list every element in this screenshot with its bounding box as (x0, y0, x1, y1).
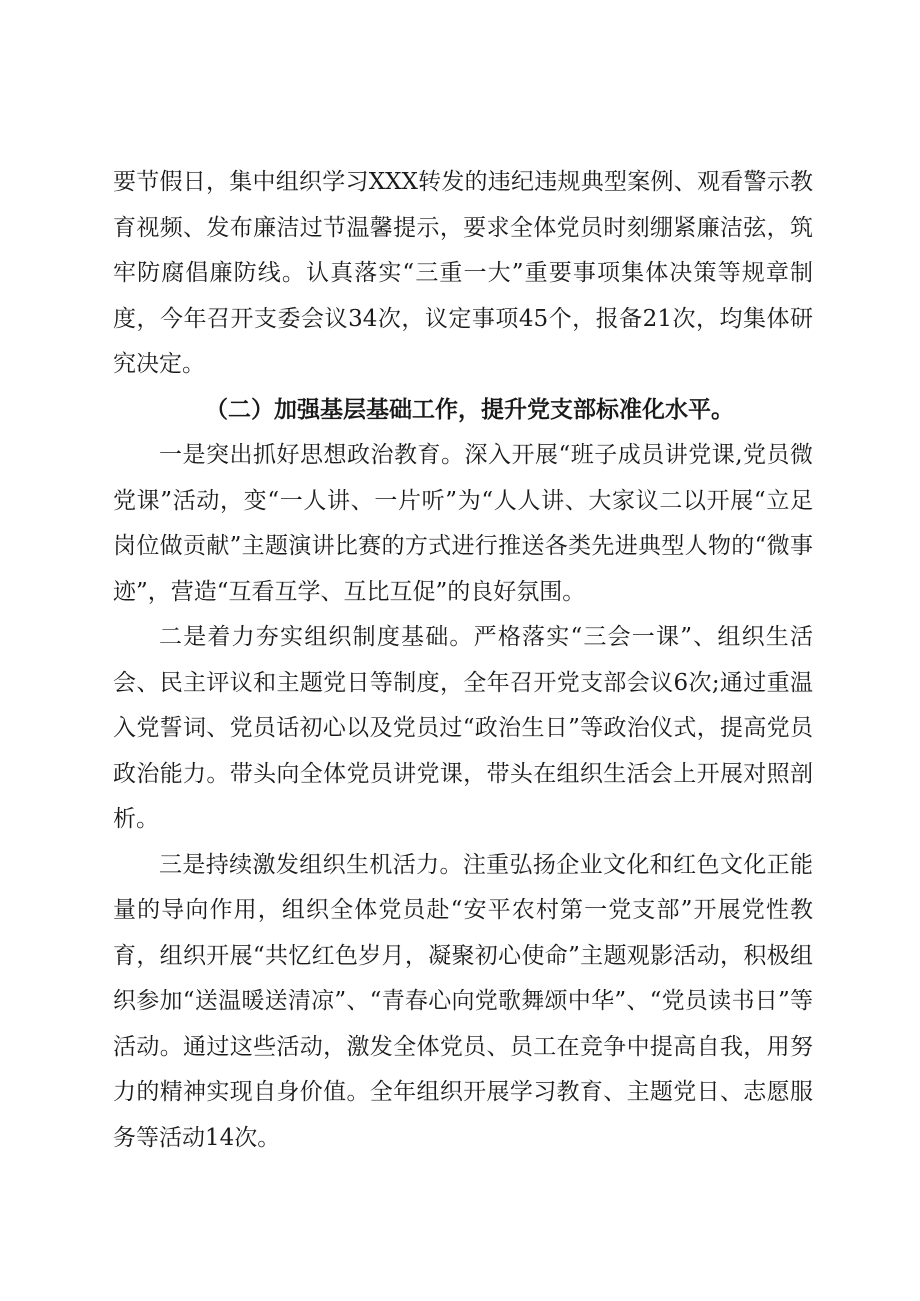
document-body (113, 160, 813, 1161)
section-heading: （二）加强基层基础工作，提升党支部标准化水平。 (205, 396, 734, 423)
paragraph-political-education: 一是突出抓好思想政治教育。深入开展“班子成员讲党课,党员微党课”活动，变“一人讲、一片听”为“人人讲、大家议二以开展“立足岗位做贡献”主题演讲比赛的方式进行推送各类先进典型人物的“微事迹”，营造“互看互学、互比互促”的良好氛围。 (113, 442, 813, 605)
paragraph-organization-system: 二是着力夯实组织制度基础。严格落实“三会一课”、组织生活会、民主评议和主题党日等制度，全年召开党支部会议6次;通过重温入党誓词、党员话初心以及党员过“政治生日”等政治仪式，提高党员政治能力。带头向全体党员讲党课，带头在组织生活会上开展对照剖析。 (113, 624, 813, 832)
paragraph-discipline-education: 要节假日，集中组织学习XXX转发的违纪违规典型案例、观看警示教育视频、发布廉洁过节温馨提示，要求全体党员时刻绷紧廉洁弦，筑牢防腐倡廉防线。认真落实“三重一大”重要事项集体决策等规章制度，今年召开支委会议34次，议定事项45个，报备21次，均集体研究决定。 (113, 169, 813, 377)
paragraph-organization-vitality: 三是持续激发组织生机活力。注重弘扬企业文化和红色文化正能量的导向作用，组织全体党员赴“安平农村第一党支部”开展党性教育，组织开展“共忆红色岁月，凝聚初心使命”主题观影活动，积极组织参加“送温暖送清凉”、“青春心向党歌舞颂中华”、“党员读书日”等活动。通过这些活动，激发全体党员、员工在竞争中提高自我，用努力的精神实现自身价值。全年组织开展学习教育、主题党日、志愿服务等活动14次。 (113, 851, 813, 1151)
